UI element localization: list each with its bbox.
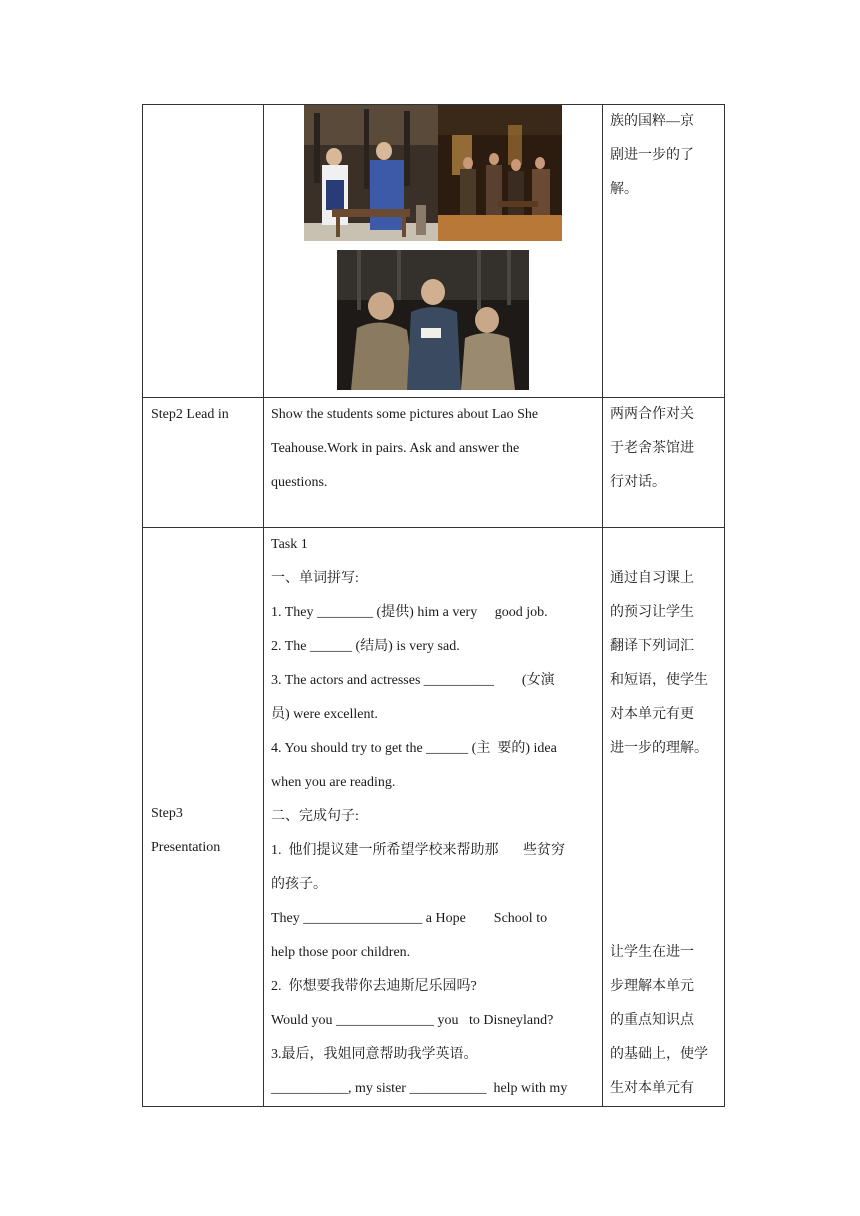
step-cell xyxy=(143,398,264,528)
content-line: 员) were excellent. xyxy=(271,707,378,722)
step-label: Presentation xyxy=(151,840,221,855)
note-cell xyxy=(603,398,725,528)
photo-teahouse-stage-3 xyxy=(337,250,529,390)
note-line: 通过自习课上 xyxy=(610,571,694,586)
content-line: 1. They ________ (提供) him a very good job. xyxy=(271,605,548,620)
step-cell xyxy=(143,528,264,1107)
content-line: 3. The actors and actresses __________ (女演 xyxy=(271,673,555,688)
note-line: 的基础上，使学 xyxy=(610,1047,708,1062)
note-line: 的预习让学生 xyxy=(610,605,694,620)
photo-teahouse-stage-1 xyxy=(304,105,438,241)
content-line: when you are reading. xyxy=(271,775,396,790)
content-line: 一、单词拼写: xyxy=(271,571,359,586)
content-line: 1. 他们提议建一所希望学校来帮助那 些贫穷 xyxy=(271,843,565,858)
content-line: 2. 你想要我带你去迪斯尼乐园吗? xyxy=(271,979,477,994)
note-line: 行对话。 xyxy=(610,475,666,490)
table-row xyxy=(143,398,725,528)
content-line: 3.最后，我姐同意帮助我学英语。 xyxy=(271,1047,478,1062)
note-line: 解。 xyxy=(610,182,638,197)
content-line: Task 1 xyxy=(271,537,308,552)
content-cell xyxy=(264,398,603,528)
content-line: 的孩子。 xyxy=(271,877,327,892)
content-line: questions. xyxy=(271,475,328,490)
note-line: 翻译下列词汇 xyxy=(610,639,694,654)
content-line: Show the students some pictures about Lao She xyxy=(271,407,539,422)
note-line: 让学生在进一 xyxy=(610,945,694,960)
note-line: 步理解本单元 xyxy=(610,979,694,994)
content-line: 4. You should try to get the ______ (主 要的) idea xyxy=(271,741,557,756)
note-line: 生对本单元有 xyxy=(610,1081,694,1096)
content-line: Teahouse.Work in pairs. Ask and answer the xyxy=(271,441,520,456)
content-line: 二、完成句子: xyxy=(271,809,359,824)
note-cell xyxy=(603,105,725,398)
table-row xyxy=(143,105,725,398)
content-cell xyxy=(264,105,603,398)
note-line: 剧进一步的了 xyxy=(610,148,694,163)
note-line: 族的国粹—京 xyxy=(610,114,694,129)
note-line: 于老舍茶馆进 xyxy=(610,441,694,456)
note-line: 进一步的理解。 xyxy=(610,741,708,756)
content-line: 2. The ______ (结局) is very sad. xyxy=(271,639,460,654)
lesson-plan-table xyxy=(142,104,725,1107)
note-line: 的重点知识点 xyxy=(610,1013,694,1028)
photo-teahouse-stage-2 xyxy=(438,105,562,241)
note-cell xyxy=(603,528,725,1107)
content-line: They _________________ a Hope School to xyxy=(271,911,548,926)
content-line: help those poor children. xyxy=(271,945,411,960)
content-cell xyxy=(264,528,603,1107)
note-line: 和短语，使学生 xyxy=(610,673,708,688)
note-line: 两两合作对关 xyxy=(610,407,694,422)
step-label: Step3 xyxy=(151,806,183,821)
table-row xyxy=(143,528,725,1107)
content-line: Would you ______________ you to Disneyland? xyxy=(271,1013,554,1028)
content-line: ___________, my sister ___________ help with my xyxy=(271,1081,568,1096)
step-label: Step2 Lead in xyxy=(151,407,229,422)
note-line: 对本单元有更 xyxy=(610,707,694,722)
step-cell xyxy=(143,105,264,398)
